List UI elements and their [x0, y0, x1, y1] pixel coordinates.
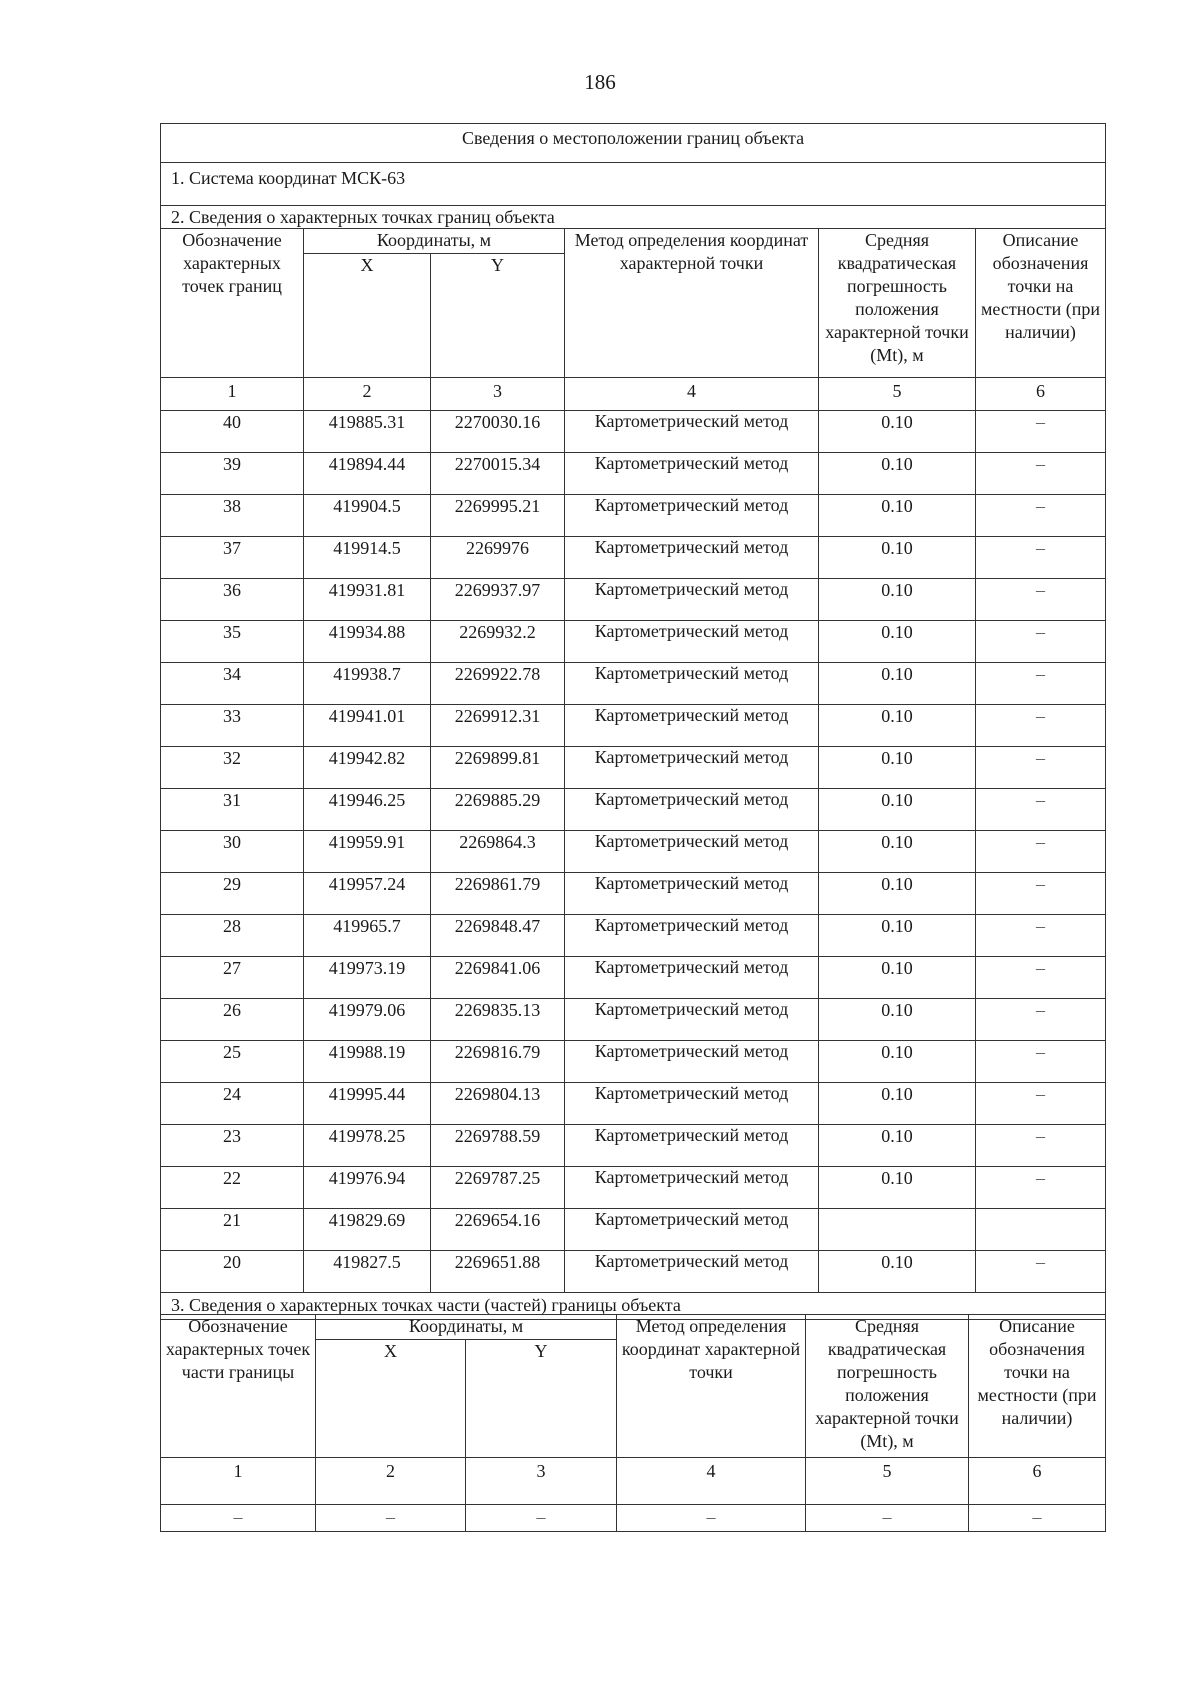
boundary-part-points-table — [160, 1314, 1106, 1532]
x-coordinate-cell: 419995.44 — [304, 1083, 431, 1125]
mean-error-cell: 0.10 — [819, 1251, 976, 1293]
column-numbers-row — [161, 1458, 1106, 1505]
point-id-cell: 37 — [161, 537, 304, 579]
header-y: Y — [431, 254, 565, 378]
table-row — [161, 1251, 1106, 1293]
x-coordinate-cell: 419959.91 — [304, 831, 431, 873]
header-coordinates: Координаты, м — [316, 1315, 617, 1340]
col-number: 4 — [617, 1458, 806, 1505]
x-coordinate-cell: 419942.82 — [304, 747, 431, 789]
table-row — [161, 789, 1106, 831]
y-coordinate-cell: 2269922.78 — [431, 663, 565, 705]
method-cell: Картометрический метод — [565, 789, 819, 831]
col-number: 5 — [819, 378, 976, 411]
point-id-cell: 33 — [161, 705, 304, 747]
header-description: Описание обозначения точки на местности (при наличии) — [976, 229, 1106, 378]
table-row — [161, 999, 1106, 1041]
method-cell: Картометрический метод — [565, 999, 819, 1041]
method-cell: Картометрический метод — [565, 621, 819, 663]
description-cell: – — [976, 999, 1106, 1041]
table-cell: – — [466, 1505, 617, 1532]
header-description: Описание обозначения точки на местности (при наличии) — [969, 1315, 1106, 1458]
x-coordinate-cell: 419934.88 — [304, 621, 431, 663]
table-row — [161, 1041, 1106, 1083]
table-row — [161, 411, 1106, 453]
method-cell: Картометрический метод — [565, 705, 819, 747]
point-id-cell: 29 — [161, 873, 304, 915]
table-row — [161, 1125, 1106, 1167]
method-cell: Картометрический метод — [565, 1083, 819, 1125]
point-id-cell: 32 — [161, 747, 304, 789]
description-cell: – — [976, 915, 1106, 957]
y-coordinate-cell: 2269912.31 — [431, 705, 565, 747]
method-cell: Картометрический метод — [565, 579, 819, 621]
method-cell: Картометрический метод — [565, 747, 819, 789]
method-cell: Картометрический метод — [565, 537, 819, 579]
description-cell: – — [976, 831, 1106, 873]
header-x: X — [316, 1340, 466, 1458]
y-coordinate-cell: 2269932.2 — [431, 621, 565, 663]
description-cell: – — [976, 1251, 1106, 1293]
mean-error-cell: 0.10 — [819, 621, 976, 663]
header-method: Метод определения координат характерной точки — [617, 1315, 806, 1458]
mean-error-cell: 0.10 — [819, 999, 976, 1041]
method-cell: Картометрический метод — [565, 1125, 819, 1167]
method-cell: Картометрический метод — [565, 453, 819, 495]
description-cell: – — [976, 537, 1106, 579]
method-cell: Картометрический метод — [565, 495, 819, 537]
mean-error-cell: 0.10 — [819, 831, 976, 873]
table-row — [161, 831, 1106, 873]
mean-error-cell: 0.10 — [819, 1167, 976, 1209]
header-point-designation: Обозначение характерных точек границ — [161, 229, 304, 378]
y-coordinate-cell: 2269804.13 — [431, 1083, 565, 1125]
x-coordinate-cell: 419914.5 — [304, 537, 431, 579]
table-row — [161, 621, 1106, 663]
mean-error-cell: 0.10 — [819, 453, 976, 495]
x-coordinate-cell: 419827.5 — [304, 1251, 431, 1293]
mean-error-cell: 0.10 — [819, 747, 976, 789]
mean-error-cell: 0.10 — [819, 1125, 976, 1167]
point-id-cell: 30 — [161, 831, 304, 873]
description-cell — [976, 1209, 1106, 1251]
col-number: 1 — [161, 378, 304, 411]
method-cell: Картометрический метод — [565, 957, 819, 999]
mean-error-cell — [819, 1209, 976, 1251]
point-id-cell: 21 — [161, 1209, 304, 1251]
column-numbers-row — [161, 378, 1106, 411]
description-cell: – — [976, 495, 1106, 537]
description-cell: – — [976, 873, 1106, 915]
x-coordinate-cell: 419957.24 — [304, 873, 431, 915]
point-id-cell: 24 — [161, 1083, 304, 1125]
col-number: 3 — [431, 378, 565, 411]
x-coordinate-cell: 419973.19 — [304, 957, 431, 999]
y-coordinate-cell: 2269995.21 — [431, 495, 565, 537]
col-number: 5 — [806, 1458, 969, 1505]
point-id-cell: 20 — [161, 1251, 304, 1293]
y-coordinate-cell: 2269864.3 — [431, 831, 565, 873]
table-row — [161, 1167, 1106, 1209]
method-cell: Картометрический метод — [565, 1041, 819, 1083]
description-cell: – — [976, 663, 1106, 705]
point-id-cell: 36 — [161, 579, 304, 621]
point-id-cell: 34 — [161, 663, 304, 705]
table-cell: – — [316, 1505, 466, 1532]
x-coordinate-cell: 419978.25 — [304, 1125, 431, 1167]
header-part-point-designation: Обозначение характерных точек части границы — [161, 1315, 316, 1458]
y-coordinate-cell: 2269816.79 — [431, 1041, 565, 1083]
point-id-cell: 39 — [161, 453, 304, 495]
mean-error-cell: 0.10 — [819, 957, 976, 999]
description-cell: – — [976, 411, 1106, 453]
point-id-cell: 40 — [161, 411, 304, 453]
x-coordinate-cell: 419965.7 — [304, 915, 431, 957]
y-coordinate-cell: 2269861.79 — [431, 873, 565, 915]
table-row — [161, 1209, 1106, 1251]
x-coordinate-cell: 419885.31 — [304, 411, 431, 453]
point-id-cell: 27 — [161, 957, 304, 999]
header-method: Метод определения координат характерной точки — [565, 229, 819, 378]
table-row — [161, 663, 1106, 705]
mean-error-cell: 0.10 — [819, 1041, 976, 1083]
mean-error-cell: 0.10 — [819, 1083, 976, 1125]
header-y: Y — [466, 1340, 617, 1458]
y-coordinate-cell: 2269899.81 — [431, 747, 565, 789]
table-row — [161, 957, 1106, 999]
mean-error-cell: 0.10 — [819, 495, 976, 537]
description-cell: – — [976, 1125, 1106, 1167]
method-cell: Картометрический метод — [565, 1209, 819, 1251]
header-mean-error — [819, 229, 976, 378]
method-cell: Картометрический метод — [565, 663, 819, 705]
description-cell: – — [976, 1083, 1106, 1125]
mean-error-cell: 0.10 — [819, 411, 976, 453]
y-coordinate-cell: 2269654.16 — [431, 1209, 565, 1251]
method-cell: Картометрический метод — [565, 831, 819, 873]
table-row — [161, 1505, 1106, 1532]
y-coordinate-cell: 2269788.59 — [431, 1125, 565, 1167]
y-coordinate-cell: 2270015.34 — [431, 453, 565, 495]
point-id-cell: 22 — [161, 1167, 304, 1209]
table-row — [161, 873, 1106, 915]
point-id-cell: 26 — [161, 999, 304, 1041]
x-coordinate-cell: 419976.94 — [304, 1167, 431, 1209]
table-title: Сведения о местоположении границ объекта — [161, 124, 1106, 163]
x-coordinate-cell: 419931.81 — [304, 579, 431, 621]
col-number: 3 — [466, 1458, 617, 1505]
x-coordinate-cell: 419946.25 — [304, 789, 431, 831]
y-coordinate-cell: 2269976 — [431, 537, 565, 579]
x-coordinate-cell: 419979.06 — [304, 999, 431, 1041]
table-cell: – — [617, 1505, 806, 1532]
y-coordinate-cell: 2269937.97 — [431, 579, 565, 621]
mean-error-cell: 0.10 — [819, 579, 976, 621]
col-number: 1 — [161, 1458, 316, 1505]
table-row — [161, 495, 1106, 537]
table-cell: – — [161, 1505, 316, 1532]
method-cell: Картометрический метод — [565, 411, 819, 453]
method-cell: Картометрический метод — [565, 873, 819, 915]
description-cell: – — [976, 621, 1106, 663]
mean-error-cell: 0.10 — [819, 789, 976, 831]
method-cell: Картометрический метод — [565, 1251, 819, 1293]
y-coordinate-cell: 2269841.06 — [431, 957, 565, 999]
mean-error-cell: 0.10 — [819, 663, 976, 705]
col-number: 2 — [316, 1458, 466, 1505]
table-row — [161, 915, 1106, 957]
section-3-heading: 3. Сведения о характерных точках части (частей) границы объекта — [161, 1293, 1106, 1320]
x-coordinate-cell: 419894.44 — [304, 453, 431, 495]
table-cell: – — [806, 1505, 969, 1532]
point-id-cell: 38 — [161, 495, 304, 537]
table-row — [161, 537, 1106, 579]
header-mean-error: Средняя квадратическая погрешность положения характерной точки (Mt), м — [806, 1315, 969, 1458]
table-row — [161, 705, 1106, 747]
x-coordinate-cell: 419988.19 — [304, 1041, 431, 1083]
method-cell: Картометрический метод — [565, 1167, 819, 1209]
description-cell: – — [976, 453, 1106, 495]
mean-error-cell: 0.10 — [819, 705, 976, 747]
mean-error-cell: 0.10 — [819, 537, 976, 579]
y-coordinate-cell: 2269835.13 — [431, 999, 565, 1041]
description-cell: – — [976, 1167, 1106, 1209]
header-mean-error-text: Средняя квадратическая погрешность положения характерной точки (Mt), м — [825, 230, 969, 365]
table-rows — [161, 411, 1106, 1293]
point-id-cell: 23 — [161, 1125, 304, 1167]
table-row — [161, 1083, 1106, 1125]
x-coordinate-cell: 419904.5 — [304, 495, 431, 537]
coordinate-system: 1. Система координат МСК-63 — [161, 163, 1106, 206]
mean-error-cell: 0.10 — [819, 915, 976, 957]
y-coordinate-cell: 2269848.47 — [431, 915, 565, 957]
page-number: 186 — [584, 70, 616, 94]
section-2-heading: 2. Сведения о характерных точках границ объекта — [161, 206, 1106, 229]
description-cell: – — [976, 789, 1106, 831]
description-cell: – — [976, 957, 1106, 999]
table-row — [161, 747, 1106, 789]
mean-error-cell: 0.10 — [819, 873, 976, 915]
y-coordinate-cell: 2269787.25 — [431, 1167, 565, 1209]
description-cell: – — [976, 705, 1106, 747]
point-id-cell: 35 — [161, 621, 304, 663]
table-row — [161, 453, 1106, 495]
x-coordinate-cell: 419829.69 — [304, 1209, 431, 1251]
col-number: 4 — [565, 378, 819, 411]
col-number: 2 — [304, 378, 431, 411]
header-coordinates: Координаты, м — [304, 229, 565, 254]
y-coordinate-cell: 2269651.88 — [431, 1251, 565, 1293]
header-x: X — [304, 254, 431, 378]
x-coordinate-cell: 419938.7 — [304, 663, 431, 705]
point-id-cell: 28 — [161, 915, 304, 957]
y-coordinate-cell: 2270030.16 — [431, 411, 565, 453]
description-cell: – — [976, 747, 1106, 789]
y-coordinate-cell: 2269885.29 — [431, 789, 565, 831]
x-coordinate-cell: 419941.01 — [304, 705, 431, 747]
table-row — [161, 579, 1106, 621]
col-number: 6 — [969, 1458, 1106, 1505]
point-id-cell: 31 — [161, 789, 304, 831]
boundary-points-table — [160, 123, 1106, 1320]
description-cell: – — [976, 579, 1106, 621]
method-cell: Картометрический метод — [565, 915, 819, 957]
col-number: 6 — [976, 378, 1106, 411]
point-id-cell: 25 — [161, 1041, 304, 1083]
table-cell: – — [969, 1505, 1106, 1532]
description-cell: – — [976, 1041, 1106, 1083]
